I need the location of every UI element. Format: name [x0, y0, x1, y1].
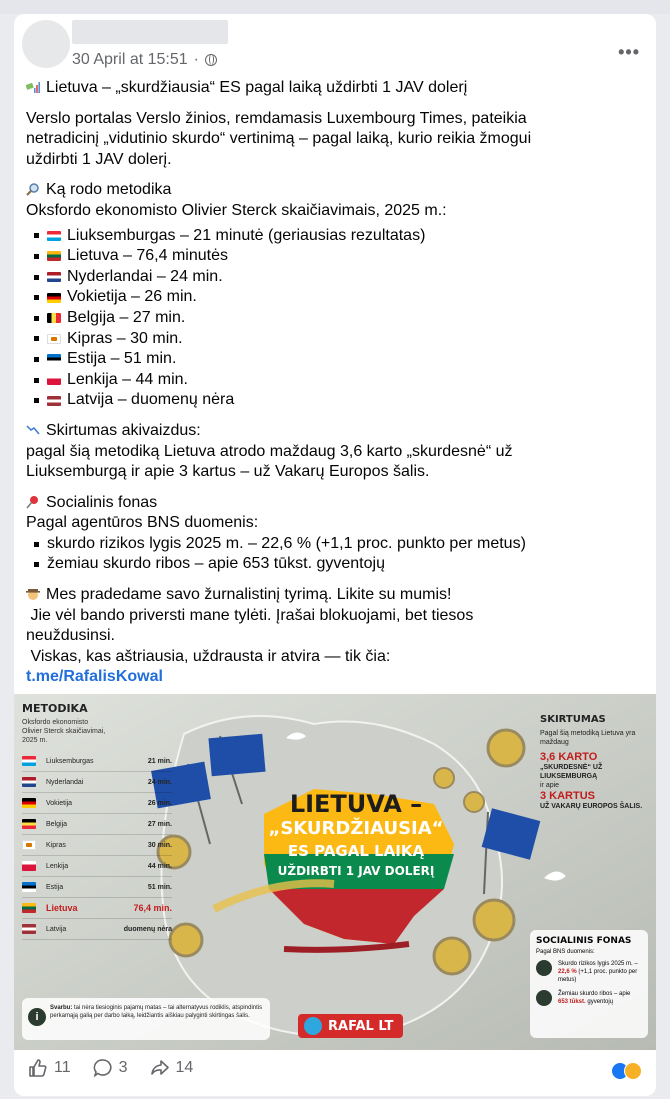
share-icon: [150, 1058, 170, 1078]
flag-icon: [47, 231, 61, 241]
post-card: [14, 14, 656, 1096]
infographic-title-1: LIETUVA –: [289, 790, 423, 818]
flag-icon: [47, 354, 61, 364]
country-list-item: Kipras – 30 min.: [26, 329, 646, 350]
flag-icon: [47, 313, 61, 323]
bullet: [34, 254, 39, 259]
methodology-panel: METODIKA Oksfordo ekonomisto Olivier Sterck skaičiavimai, 2025 m. Liuksemburgas 21 min. Nyderlandai 24 min. Vokietija 26 min. Belgija 27 min. Kipras 30 min. Lenkija 44 min. Estija 51 min. Lietuva 76,4 min. Latvija duomenų nėra: [22, 702, 172, 982]
methodology-row: Lenkija 44 min.: [22, 856, 172, 877]
bullet: [34, 357, 39, 362]
flag-icon: [22, 903, 36, 913]
flag-icon: [22, 882, 36, 892]
country-list-item: Estija – 51 min.: [26, 349, 646, 370]
flag-icon: [47, 396, 61, 406]
post-text: [26, 78, 646, 688]
flag-icon: [47, 251, 61, 261]
like-count: 11: [54, 1059, 71, 1076]
info-icon: i: [28, 1008, 46, 1026]
country-list: [26, 226, 646, 411]
comment-icon: [93, 1058, 113, 1078]
outro-section: Mes pradedame savo žurnalistinį tyrimą. Likite su mumis! Jie vėl bando priversti mane tylėti. Įrašai blokuojami, bet tiesos neuždusinsi. Viskas, kas aštriausia, uždrausta ir atvira — tik čia: t.me/RafalisKowal: [26, 585, 646, 688]
methodology-row: Estija 51 min.: [22, 877, 172, 898]
comment-button[interactable]: [93, 1058, 128, 1078]
flag-icon: [47, 293, 61, 303]
flag-icon: [22, 840, 36, 850]
methodology-row: Belgija 27 min.: [22, 814, 172, 835]
comment-count: 3: [118, 1059, 128, 1076]
bullet: [34, 542, 39, 547]
country-list-item: Lietuva – 76,4 minutės: [26, 246, 646, 267]
money-chart-icon: [26, 80, 40, 94]
infographic-title-4: UŽDIRBTI 1 JAV DOLERĮ: [277, 864, 435, 878]
flag-icon: [22, 777, 36, 787]
flag-icon: [22, 798, 36, 808]
bullet: [34, 398, 39, 403]
people-icon: [536, 960, 552, 976]
flag-icon: [22, 924, 36, 934]
social-section: Socialinis fonas Pagal agentūros BNS duomenis: skurdo rizikos lygis 2025 m. – 22,6 % (+1,1 proc. punkto per metus) žemiau skurdo ribos – apie 653 tūkst. gyventojų: [26, 493, 526, 573]
methodology-row: Liuksemburgas 21 min.: [22, 751, 172, 772]
like-button[interactable]: [28, 1058, 71, 1078]
flag-icon: [22, 756, 36, 766]
flag-icon: [47, 375, 61, 385]
country-list-item: Belgija – 27 min.: [26, 308, 646, 329]
author-name-redacted[interactable]: [72, 20, 228, 44]
country-list-item: Nyderlandai – 24 min.: [26, 267, 646, 288]
bullet: [34, 562, 39, 567]
sad-reaction-icon: [624, 1062, 642, 1080]
brand-badge: RAFAL LT: [298, 1014, 403, 1038]
post-image[interactable]: [14, 694, 656, 1050]
methodology-table: [22, 751, 172, 940]
difference-panel: SKIRTUMAS Pagal šią metodiką Lietuva yra maždaug 3,6 KARTO „SKURDESNĖ“ UŽ LIUKSEMBURGĄ ir apie 3 KARTUS UŽ VAKARŲ EUROPOS ŠALIS.: [540, 714, 643, 810]
post-actions: [28, 1058, 193, 1078]
reaction-icons[interactable]: [611, 1062, 642, 1080]
country-list-item: Vokietija – 26 min.: [26, 287, 646, 308]
methodology-row: Kipras 30 min.: [22, 835, 172, 856]
important-note: i Svarbu: tai nėra tiesioginis pajamų matas – tai alternatyvus rodiklis, atspindintis perkamąją galią per darbo laiką, leidžiantis aiškiau palyginti skirtingas šalis.: [22, 998, 270, 1040]
thumbs-up-icon: [28, 1058, 48, 1078]
bullet: [34, 378, 39, 383]
bullet: [34, 295, 39, 300]
bullet: [34, 233, 39, 238]
bullet: [34, 336, 39, 341]
bullet: [34, 275, 39, 280]
methodology-row: Lietuva 76,4 min.: [22, 898, 172, 919]
avatar[interactable]: [22, 20, 70, 68]
infographic-title-3: ES PAGAL LAIKĄ: [287, 842, 425, 860]
flag-icon: [22, 819, 36, 829]
country-list-item: Liuksemburgas – 21 minutė (geriausias rezultatas): [26, 226, 646, 247]
globe-icon: [205, 54, 217, 66]
more-options-icon[interactable]: •••: [618, 42, 640, 62]
method-section: Ką rodo metodika Oksfordo ekonomisto Olivier Sterck skaičiavimais, 2025 m.: Liuksemburgas – 21 minutė (geriausias rezultatas) Lietuva – 76,4 minutės Nyderlandai – 24 min. Vokietija – 26 min. Belgija – 27 min. Kipras – 30 min. Estija – 51 min. Lenkija – 44 min. Latvija – duomenų nėra: [26, 180, 646, 411]
flag-icon: [47, 272, 61, 282]
country-list-item: Latvija – duomenų nėra: [26, 390, 646, 411]
magnifier-icon: [26, 182, 40, 196]
country-list-item: Lenkija – 44 min.: [26, 370, 646, 391]
feed-background: [0, 0, 670, 14]
telegram-link[interactable]: t.me/RafalisKowal: [26, 668, 163, 686]
pushpin-icon: [26, 495, 40, 509]
detective-icon: [26, 587, 40, 601]
flag-icon: [47, 334, 61, 344]
telegram-icon: [304, 1017, 322, 1035]
social-background-panel: SOCIALINIS FONAS Pagal BNS duomenis: Skurdo rizikos lygis 2025 m. – 22,6 % (+1,1 proc. punkto per metus) Žemiau skurdo ribos – apie 653 tūkst. gyventojų: [530, 930, 648, 1038]
methodology-row: Vokietija 26 min.: [22, 793, 172, 814]
flag-icon: [22, 861, 36, 871]
bullet: [34, 316, 39, 321]
post-title-line: Lietuva – „skurdžiausia“ ES pagal laiką uždirbti 1 JAV dolerį: [26, 78, 646, 99]
poverty-icon: [536, 990, 552, 1006]
chart-down-icon: [26, 423, 40, 437]
share-count: 14: [175, 1059, 194, 1076]
infographic-title-2: „SKURDŽIAUSIA“: [268, 818, 444, 839]
methodology-row: Latvija duomenų nėra: [22, 919, 172, 940]
post-meta: [72, 51, 217, 69]
post-intro: Verslo portalas Verslo žinios, remdamasis Luxembourg Times, pateikia netradicinį „vidutinio skurdo“ vertinimą – pagal laiką, kurio reikia žmogui uždirbti 1 JAV dolerį.: [26, 109, 532, 168]
difference-section: Skirtumas akivaizdus: pagal šią metodiką Lietuva atrodo maždaug 3,6 karto „skurdesnė“ už Liuksemburgą ir apie 3 kartus – už Vakarų Europos šalis.: [26, 421, 513, 481]
methodology-row: Nyderlandai 24 min.: [22, 772, 172, 793]
share-button[interactable]: [150, 1058, 194, 1078]
post-timestamp[interactable]: 30 April at 15:51: [72, 51, 188, 68]
meta-separator: ·: [193, 51, 199, 68]
